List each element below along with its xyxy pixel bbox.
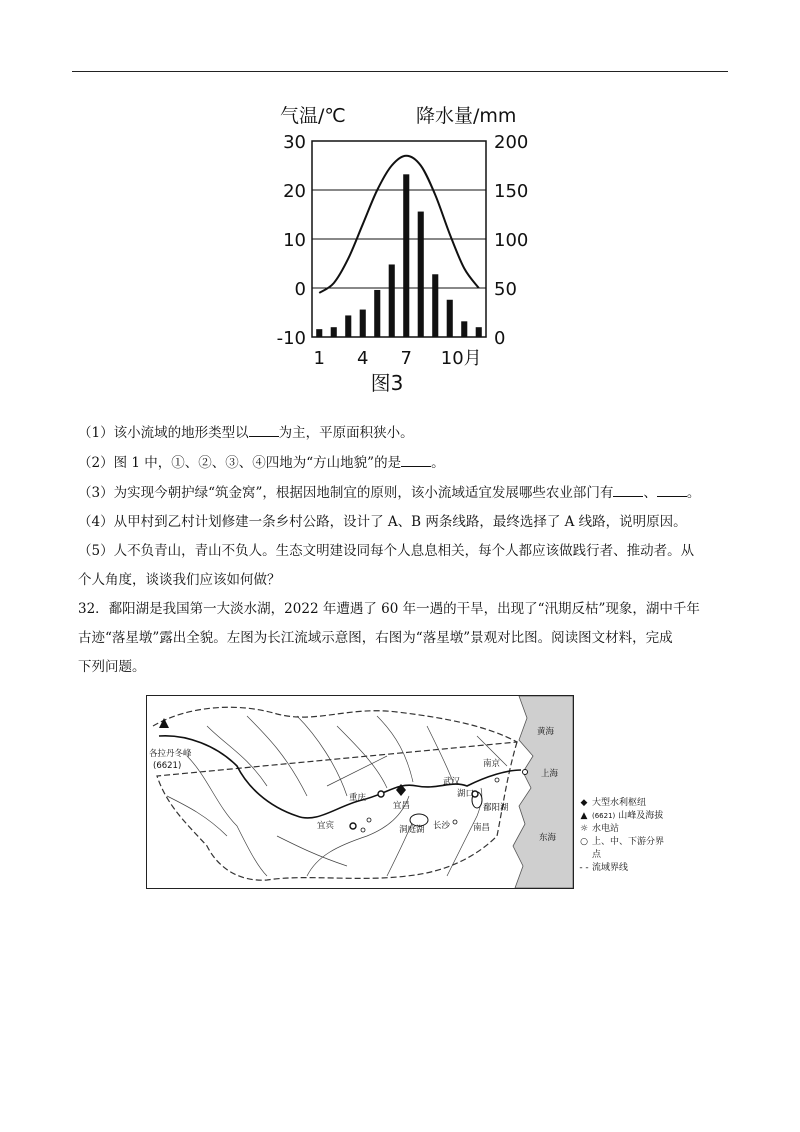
boundary-point-icon: ○ (580, 837, 588, 847)
precipitation-bar (418, 212, 424, 337)
peak-icon: ▲ (580, 811, 588, 821)
dashed-line-icon: - - (579, 863, 589, 873)
peak-elevation-label: (6621) (153, 761, 182, 771)
legend-basin-line-label: 流域界线 (592, 863, 629, 873)
yangtze-river (159, 736, 521, 818)
question-32-line-1: 32．鄱阳湖是我国第一大淡水湖，2022 年遭遇了 60 年一遇的干旱，出现了“汛期反枯”现象，湖中千年 (78, 601, 700, 617)
legend-boundary-point (576, 836, 686, 862)
left-tick-label: 30 (283, 132, 306, 153)
top-rule (72, 71, 728, 72)
precipitation-bar (461, 321, 467, 337)
precipitation-bar (432, 274, 438, 337)
yichang-label: 宜昌 (393, 801, 411, 811)
q3-text-before: （3）为实现今朝护绿“筑金窝”，根据因地制宜的原则，该小流域适宜发展哪些农业部门有 (78, 485, 614, 501)
x-tick-label: 10月 (440, 348, 482, 369)
nanchang-label: 南昌 (473, 823, 491, 833)
q1-text-before: （1）该小流域的地形类型以 (78, 425, 249, 441)
x-tick-label: 1 (313, 348, 325, 369)
poyang-label: 鄱阳湖 (483, 803, 509, 813)
temperature-line (319, 156, 479, 293)
legend-peak-label: 山峰及海拔 (618, 811, 664, 821)
precipitation-bar (389, 264, 395, 337)
left-tick-label: -10 (276, 328, 306, 349)
left-tick-label: 0 (294, 279, 306, 300)
left-tick-label: 20 (283, 181, 306, 202)
donghai-label: 东海 (539, 833, 557, 843)
legend-dam-label: 大型水利枢纽 (592, 798, 647, 808)
chart-title: 图3 (370, 371, 404, 395)
q3-text-after: 。 (686, 485, 701, 501)
q1-blank[interactable] (249, 422, 279, 437)
legend-peak-elev: (6621) (592, 812, 616, 820)
hydro-station-icon: ☼ (579, 824, 589, 834)
shanghai-point (523, 770, 528, 775)
map-legend (576, 797, 686, 875)
yangtze-basin-map (146, 695, 574, 889)
dongting-label: 洞庭湖 (399, 825, 425, 835)
precipitation-bar (345, 315, 351, 337)
question-1 (78, 422, 728, 443)
precipitation-bar (360, 310, 366, 337)
precipitation-bar (476, 327, 482, 337)
q3-blank-2[interactable] (657, 482, 687, 497)
peak-symbol (159, 718, 169, 728)
precipitation-bar (403, 174, 409, 337)
chongqing-label: 重庆 (349, 793, 367, 803)
right-tick-label: 100 (494, 230, 529, 251)
question-2 (78, 452, 728, 473)
left-tick-label: 10 (283, 230, 306, 251)
question-4: （4）从甲村到乙村计划修建一条乡村公路，设计了 A、B 两条线路，最终选择了 A 线路，说明原因。 (78, 514, 687, 530)
changsha-label: 长沙 (433, 821, 451, 831)
precipitation-bar (316, 329, 322, 337)
question-5-line-1: （5）人不负青山，青山不负人。生态文明建设同每个人息息相关，每个人都应该做践行者、推动者。从 (78, 543, 695, 559)
left-axis-label: 气温/℃ (280, 105, 346, 127)
precipitation-bar (331, 327, 337, 337)
question-3 (78, 482, 728, 503)
q1-text-after: 为主，平原面积狭小。 (278, 425, 414, 441)
legend-hydro-label: 水电站 (592, 824, 620, 834)
shanghai-label: 上海 (541, 769, 559, 779)
precipitation-bar (447, 300, 453, 337)
x-tick-label: 7 (400, 348, 412, 369)
right-axis-label: 降水量/mm (416, 105, 517, 127)
legend-basin-line (576, 862, 686, 875)
legend-peak (576, 810, 686, 823)
climate-chart (262, 96, 552, 396)
right-tick-label: 0 (494, 328, 506, 349)
peak-label: 各拉丹冬峰 (149, 749, 192, 759)
yibin-point (350, 823, 356, 829)
hukou-label: 湖口 (457, 789, 475, 799)
q3-blank-1[interactable] (613, 482, 643, 497)
q2-text-before: （2）图 1 中，①、②、③、④四地为“方山地貌”的是 (78, 455, 402, 471)
right-tick-label: 50 (494, 279, 517, 300)
sea-area (513, 696, 573, 888)
huanghai-label: 黄海 (537, 727, 555, 737)
legend-hydro (576, 823, 686, 836)
nanjing-label: 南京 (483, 759, 501, 769)
q2-blank[interactable] (401, 452, 431, 467)
legend-dam (576, 797, 686, 810)
q2-text-after: 。 (431, 455, 445, 471)
dam-icon: ◆ (580, 798, 588, 808)
x-tick-label: 4 (357, 348, 369, 369)
question-32-line-3: 下列问题。 (78, 659, 146, 675)
question-5-line-2: 个人角度，谈谈我们应该如何做？ (78, 572, 281, 588)
precipitation-bar (374, 290, 380, 337)
wuhan-label: 武汉 (443, 777, 461, 787)
right-tick-label: 150 (494, 181, 529, 202)
tributaries (167, 716, 507, 876)
yichang-point (378, 791, 384, 797)
q3-text-mid: 、 (643, 485, 657, 501)
right-tick-label: 200 (494, 132, 529, 153)
yibin-label: 宜宾 (317, 821, 335, 831)
question-32-line-2: 古迹“落星墩”露出全貌。左图为长江流域示意图，右图为“落星墩”景观对比图。阅读图文材料，完成 (78, 630, 673, 646)
legend-boundary-point-label: 上、中、下游分界点 (592, 837, 665, 860)
